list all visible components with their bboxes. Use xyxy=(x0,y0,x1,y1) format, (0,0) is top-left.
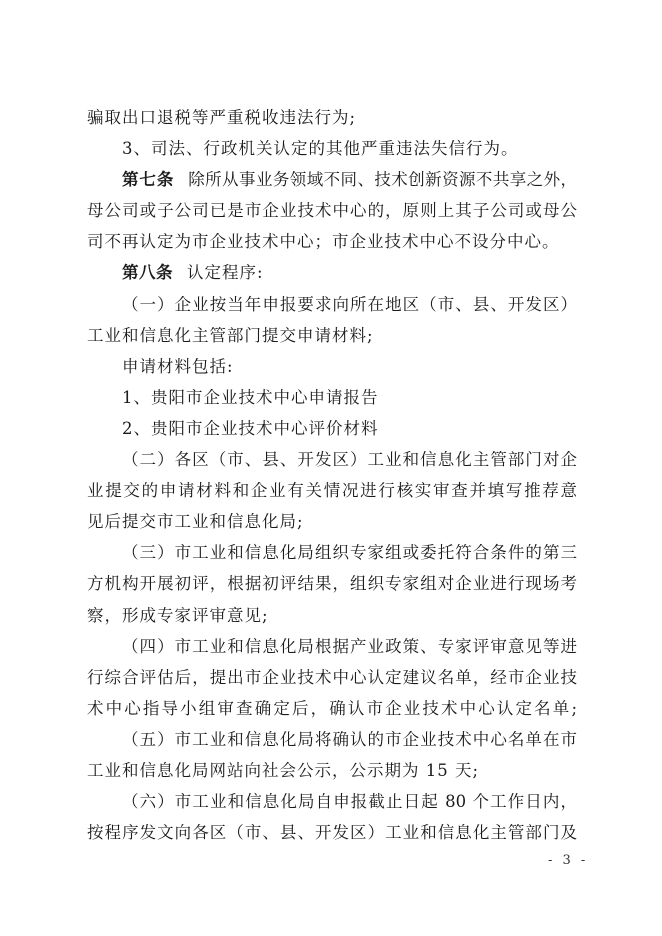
line-text: 除所从事业务领域不同、技术创新资源不共享之外， xyxy=(188,170,578,190)
article-heading: 第七条 xyxy=(122,170,175,190)
text-line xyxy=(87,475,577,506)
text-line xyxy=(87,351,577,382)
line-text: 3、司法、行政机关认定的其他严重违法失信行为。 xyxy=(122,139,519,159)
text-line xyxy=(87,724,577,755)
text-line xyxy=(87,755,577,786)
line-text: 1、贵阳市企业技术中心申请报告 xyxy=(122,387,379,407)
line-text: 术中心指导小组审查确定后，确认市企业技术中心认定名单; xyxy=(87,698,577,718)
line-text: 2、贵阳市企业技术中心评价材料 xyxy=(122,418,379,438)
text-line xyxy=(87,537,577,568)
text-line xyxy=(87,600,577,631)
line-text: （六）市工业和信息化局自申报截止日起 80 个工作日内， xyxy=(122,792,577,812)
text-line xyxy=(87,568,577,599)
line-text: 工业和信息化局网站向社会公示，公示期为 15 天; xyxy=(87,760,480,780)
line-text: 骗取出口退税等严重税收违法行为; xyxy=(87,108,357,127)
text-line xyxy=(87,320,577,351)
text-line xyxy=(87,257,577,288)
line-text: （二）各区（市、县、开发区）工业和信息化主管部门对企 xyxy=(122,450,577,470)
text-line xyxy=(87,102,577,133)
line-text: 按程序发文向各区（市、县、开发区）工业和信息化主管部门及 xyxy=(87,823,577,843)
page-number: - 3 - xyxy=(548,853,589,868)
text-line xyxy=(87,133,577,164)
line-text: 见后提交市工业和信息化局; xyxy=(87,512,304,532)
text-line xyxy=(87,786,577,817)
line-text: 母公司或子公司已是市企业技术中心的，原则上其子公司或母公 xyxy=(87,201,577,221)
line-text: 认定程序: xyxy=(187,263,264,283)
text-line xyxy=(87,195,577,226)
text-line xyxy=(87,164,577,195)
text-line xyxy=(87,662,577,693)
text-line xyxy=(87,506,577,537)
text-line xyxy=(87,289,577,320)
line-text: （四）市工业和信息化局根据产业政策、专家评审意见等进 xyxy=(122,636,577,656)
text-line xyxy=(87,413,577,444)
line-text: 工业和信息化主管部门提交申请材料; xyxy=(87,325,374,345)
line-text: （五）市工业和信息化局将确认的市企业技术中心名单在市 xyxy=(122,729,577,749)
text-line xyxy=(87,382,577,413)
line-text: 业提交的申请材料和企业有关情况进行核实审查并填写推荐意 xyxy=(87,481,577,501)
line-text: （一）企业按当年申报要求向所在地区（市、县、开发区） xyxy=(122,294,577,314)
article-heading: 第八条 xyxy=(122,263,173,283)
line-text: 察，形成专家评审意见; xyxy=(87,605,269,625)
line-text: 方机构开展初评，根据初评结果，组织专家组对企业进行现场考 xyxy=(87,574,577,594)
line-text: 行综合评估后，提出市企业技术中心认定建议名单，经市企业技 xyxy=(87,667,577,687)
text-line xyxy=(87,226,577,257)
text-line xyxy=(87,444,577,475)
text-line xyxy=(87,693,577,724)
line-text: 司不再认定为市企业技术中心；市企业技术中心不设分中心。 xyxy=(87,232,560,252)
text-line xyxy=(87,817,577,848)
line-text: （三）市工业和信息化局组织专家组或委托符合条件的第三 xyxy=(122,543,577,563)
line-text: 申请材料包括: xyxy=(122,356,234,376)
document-body xyxy=(87,102,577,848)
text-line xyxy=(87,631,577,662)
